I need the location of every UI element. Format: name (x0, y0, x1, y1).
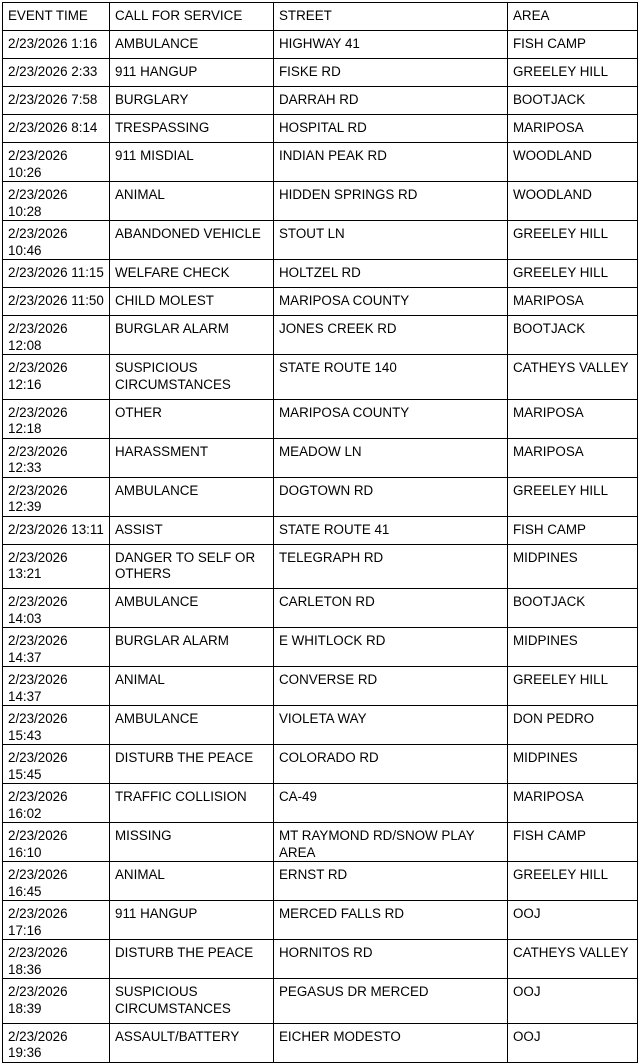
table-row (3, 399, 638, 438)
table-row (3, 477, 638, 516)
event-time-cell: 2/23/2026 10:28 (3, 182, 110, 221)
street-cell: STOUT LN (274, 221, 508, 260)
table-row (3, 59, 638, 87)
area-cell: MIDPINES (508, 628, 638, 667)
table-row (3, 901, 638, 940)
event-time-cell: 2/23/2026 7:58 (3, 87, 110, 115)
area-cell: FISH CAMP (508, 823, 638, 862)
event-time-cell: 2/23/2026 19:36 (3, 1023, 110, 1062)
area-cell: OOJ (508, 901, 638, 940)
area-cell: GREELEY HILL (508, 477, 638, 516)
street-cell: DARRAH RD (274, 87, 508, 115)
call-for-service-cell: ASSAULT/BATTERY (110, 1023, 274, 1062)
call-for-service-cell: 911 HANGUP (110, 901, 274, 940)
call-for-service-cell: SUSPICIOUS CIRCUMSTANCES (110, 979, 274, 1024)
table-row (3, 355, 638, 400)
table-row (3, 260, 638, 288)
event-time-cell: 2/23/2026 15:45 (3, 745, 110, 784)
event-time-cell: 2/23/2026 14:03 (3, 589, 110, 628)
table-row (3, 182, 638, 221)
call-log-table (2, 2, 638, 1063)
street-cell: ERNST RD (274, 862, 508, 901)
call-for-service-cell: ASSIST (110, 516, 274, 544)
street-cell: MARIPOSA COUNTY (274, 399, 508, 438)
table-row (3, 862, 638, 901)
call-for-service-cell: OTHER (110, 399, 274, 438)
event-time-cell: 2/23/2026 17:16 (3, 901, 110, 940)
area-cell: BOOTJACK (508, 87, 638, 115)
street-cell: MARIPOSA COUNTY (274, 288, 508, 316)
table-row (3, 979, 638, 1024)
event-time-cell: 2/23/2026 13:11 (3, 516, 110, 544)
call-for-service-cell: CHILD MOLEST (110, 288, 274, 316)
street-cell: CARLETON RD (274, 589, 508, 628)
street-cell: HORNITOS RD (274, 940, 508, 979)
header-row (3, 3, 638, 31)
table-body (3, 31, 638, 1063)
street-cell: CONVERSE RD (274, 667, 508, 706)
street-cell: HOLTZEL RD (274, 260, 508, 288)
area-cell: BOOTJACK (508, 316, 638, 355)
street-cell: CA-49 (274, 784, 508, 823)
street-cell: TELEGRAPH RD (274, 544, 508, 589)
table-row (3, 589, 638, 628)
table-row (3, 784, 638, 823)
area-cell: MARIPOSA (508, 115, 638, 143)
street-cell: PEGASUS DR MERCED (274, 979, 508, 1024)
area-cell: MIDPINES (508, 544, 638, 589)
event-time-cell: 2/23/2026 16:10 (3, 823, 110, 862)
call-for-service-cell: AMBULANCE (110, 589, 274, 628)
area-cell: MARIPOSA (508, 438, 638, 477)
area-cell: GREELEY HILL (508, 862, 638, 901)
table-row (3, 115, 638, 143)
table-row (3, 745, 638, 784)
street-cell: HIDDEN SPRINGS RD (274, 182, 508, 221)
event-time-cell: 2/23/2026 10:46 (3, 221, 110, 260)
area-cell: MARIPOSA (508, 784, 638, 823)
area-cell: CATHEYS VALLEY (508, 355, 638, 400)
street-cell: STATE ROUTE 140 (274, 355, 508, 400)
event-time-cell: 2/23/2026 11:50 (3, 288, 110, 316)
table-row (3, 438, 638, 477)
event-time-cell: 2/23/2026 15:43 (3, 706, 110, 745)
event-time-cell: 2/23/2026 18:39 (3, 979, 110, 1024)
street-cell: MT RAYMOND RD/SNOW PLAY AREA (274, 823, 508, 862)
call-for-service-cell: DANGER TO SELF OR OTHERS (110, 544, 274, 589)
call-for-service-cell: WELFARE CHECK (110, 260, 274, 288)
event-time-cell: 2/23/2026 12:33 (3, 438, 110, 477)
table-row (3, 706, 638, 745)
event-time-cell: 2/23/2026 14:37 (3, 628, 110, 667)
area-cell: BOOTJACK (508, 589, 638, 628)
call-for-service-cell: BURGLARY (110, 87, 274, 115)
event-time-cell: 2/23/2026 12:08 (3, 316, 110, 355)
header-event-time: EVENT TIME (3, 3, 110, 31)
area-cell: GREELEY HILL (508, 59, 638, 87)
event-time-cell: 2/23/2026 8:14 (3, 115, 110, 143)
event-time-cell: 2/23/2026 16:02 (3, 784, 110, 823)
area-cell: MIDPINES (508, 745, 638, 784)
call-for-service-cell: TRESPASSING (110, 115, 274, 143)
event-time-cell: 2/23/2026 18:36 (3, 940, 110, 979)
table-row (3, 940, 638, 979)
call-for-service-cell: TRAFFIC COLLISION (110, 784, 274, 823)
area-cell: CATHEYS VALLEY (508, 940, 638, 979)
street-cell: DOGTOWN RD (274, 477, 508, 516)
call-for-service-cell: AMBULANCE (110, 477, 274, 516)
call-for-service-cell: ANIMAL (110, 667, 274, 706)
area-cell: FISH CAMP (508, 516, 638, 544)
event-time-cell: 2/23/2026 13:21 (3, 544, 110, 589)
call-for-service-cell: 911 MISDIAL (110, 143, 274, 182)
table-row (3, 628, 638, 667)
area-cell: WOODLAND (508, 143, 638, 182)
area-cell: MARIPOSA (508, 288, 638, 316)
area-cell: FISH CAMP (508, 31, 638, 59)
area-cell: OOJ (508, 1023, 638, 1062)
call-for-service-cell: AMBULANCE (110, 706, 274, 745)
area-cell: OOJ (508, 979, 638, 1024)
table-row (3, 823, 638, 862)
table-row (3, 516, 638, 544)
event-time-cell: 2/23/2026 1:16 (3, 31, 110, 59)
table-row (3, 143, 638, 182)
table-row (3, 667, 638, 706)
event-time-cell: 2/23/2026 2:33 (3, 59, 110, 87)
call-for-service-cell: HARASSMENT (110, 438, 274, 477)
header-call-for-service: CALL FOR SERVICE (110, 3, 274, 31)
event-time-cell: 2/23/2026 16:45 (3, 862, 110, 901)
call-for-service-cell: ANIMAL (110, 182, 274, 221)
street-cell: HIGHWAY 41 (274, 31, 508, 59)
event-time-cell: 2/23/2026 10:26 (3, 143, 110, 182)
area-cell: DON PEDRO (508, 706, 638, 745)
area-cell: GREELEY HILL (508, 221, 638, 260)
area-cell: WOODLAND (508, 182, 638, 221)
table-row (3, 544, 638, 589)
street-cell: INDIAN PEAK RD (274, 143, 508, 182)
table-row (3, 288, 638, 316)
table-row (3, 1023, 638, 1062)
event-time-cell: 2/23/2026 12:39 (3, 477, 110, 516)
call-for-service-cell: MISSING (110, 823, 274, 862)
event-time-cell: 2/23/2026 11:15 (3, 260, 110, 288)
event-time-cell: 2/23/2026 14:37 (3, 667, 110, 706)
call-for-service-cell: BURGLAR ALARM (110, 316, 274, 355)
header-area: AREA (508, 3, 638, 31)
street-cell: VIOLETA WAY (274, 706, 508, 745)
street-cell: HOSPITAL RD (274, 115, 508, 143)
header-street: STREET (274, 3, 508, 31)
area-cell: GREELEY HILL (508, 667, 638, 706)
call-for-service-cell: DISTURB THE PEACE (110, 745, 274, 784)
event-time-cell: 2/23/2026 12:16 (3, 355, 110, 400)
table-row (3, 31, 638, 59)
event-time-cell: 2/23/2026 12:18 (3, 399, 110, 438)
street-cell: JONES CREEK RD (274, 316, 508, 355)
street-cell: MERCED FALLS RD (274, 901, 508, 940)
street-cell: MEADOW LN (274, 438, 508, 477)
call-for-service-cell: 911 HANGUP (110, 59, 274, 87)
call-for-service-cell: ANIMAL (110, 862, 274, 901)
street-cell: E WHITLOCK RD (274, 628, 508, 667)
call-for-service-cell: AMBULANCE (110, 31, 274, 59)
call-for-service-cell: BURGLAR ALARM (110, 628, 274, 667)
table-row (3, 87, 638, 115)
street-cell: STATE ROUTE 41 (274, 516, 508, 544)
area-cell: MARIPOSA (508, 399, 638, 438)
call-for-service-cell: DISTURB THE PEACE (110, 940, 274, 979)
street-cell: FISKE RD (274, 59, 508, 87)
call-for-service-cell: ABANDONED VEHICLE (110, 221, 274, 260)
table-row (3, 316, 638, 355)
street-cell: EICHER MODESTO (274, 1023, 508, 1062)
call-for-service-cell: SUSPICIOUS CIRCUMSTANCES (110, 355, 274, 400)
area-cell: GREELEY HILL (508, 260, 638, 288)
street-cell: COLORADO RD (274, 745, 508, 784)
table-row (3, 221, 638, 260)
